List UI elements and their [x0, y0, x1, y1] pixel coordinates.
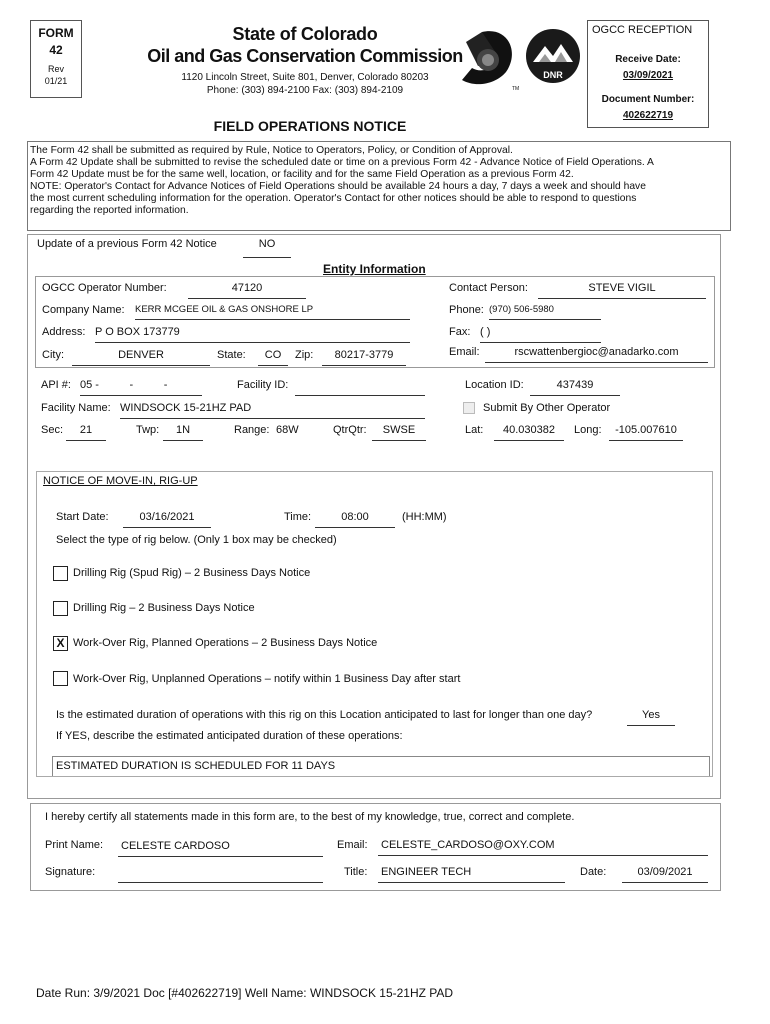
facility-id-label: Facility ID: — [237, 379, 289, 391]
duration-question: Is the estimated duration of operations with this rig on this Location anticipated to last for longer than one day? — [56, 709, 593, 721]
signature-field[interactable] — [118, 866, 323, 883]
form-rev-date: 01/21 — [44, 76, 68, 86]
trademark-mark: TM — [512, 86, 520, 92]
instructions-line: The Form 42 shall be submitted as required by Rule, Notice to Operators, Policy, or Condition of Approval. — [30, 145, 513, 156]
form-number: 42 — [49, 43, 63, 57]
rig-select-instruction: Select the type of rig below. (Only 1 box may be checked) — [56, 534, 337, 546]
duration-text: ESTIMATED DURATION IS SCHEDULED FOR 11 DAYS — [56, 760, 336, 772]
company-name-label: Company Name: — [42, 304, 125, 316]
qtrqtr-field[interactable]: SWSE — [372, 424, 426, 441]
reception-title: OGCC RECEPTION — [592, 24, 693, 36]
start-date-label: Start Date: — [56, 511, 109, 523]
rig-option-checkbox-workover-planned[interactable]: X — [53, 636, 68, 651]
city-field[interactable]: DENVER — [72, 349, 210, 366]
instructions-line: the most current scheduling information for the operation. Operator's Contact for other notices should be able to respond to questions — [30, 193, 637, 204]
contact-person-label: Contact Person: — [449, 282, 528, 294]
lat-label: Lat: — [465, 424, 484, 436]
time-label: Time: — [284, 511, 312, 523]
print-name-field[interactable]: CELESTE CARDOSO — [118, 840, 323, 857]
header-address: 1120 Lincoln Street, Suite 801, Denver, Colorado 80203 — [181, 72, 429, 83]
api-label: API #: — [41, 379, 71, 391]
range-label: Range: — [234, 424, 270, 436]
email-field[interactable]: rscwattenbergioc@anadarko.com — [485, 346, 708, 363]
duration-describe-label: If YES, describe the estimated anticipated duration of these operations: — [56, 730, 403, 742]
title-label: Title: — [344, 866, 368, 878]
sec-label: Sec: — [41, 424, 64, 436]
form-title: FIELD OPERATIONS NOTICE — [213, 118, 407, 134]
date-label: Date: — [580, 866, 607, 878]
zip-label: Zip: — [295, 349, 314, 361]
receive-date-label: Receive Date: — [615, 54, 681, 65]
document-number: 402622719 — [622, 110, 674, 121]
header-title-state: State of Colorado — [232, 24, 378, 44]
rig-option-label-workover-planned: Work-Over Rig, Planned Operations – 2 Business Days Notice — [73, 637, 378, 649]
long-label: Long: — [574, 424, 602, 436]
fax-field[interactable]: ( ) — [480, 326, 601, 343]
operator-number-field[interactable]: 47120 — [188, 282, 306, 299]
address-label: Address: — [42, 326, 86, 338]
email-label: Email: — [449, 346, 480, 358]
form-rev: Rev — [47, 64, 64, 74]
move-in-heading: NOTICE OF MOVE-IN, RIG-UP — [43, 475, 198, 487]
company-name-field[interactable]: KERR MCGEE OIL & GAS ONSHORE LP — [135, 304, 410, 320]
update-value[interactable]: NO — [243, 238, 291, 258]
document-number-label: Document Number: — [601, 94, 695, 105]
location-id-field[interactable]: 437439 — [530, 379, 620, 396]
update-label: Update of a previous Form 42 Notice — [37, 238, 217, 250]
time-field[interactable]: 08:00 — [315, 511, 395, 528]
date-field[interactable]: 03/09/2021 — [622, 866, 708, 883]
submit-other-operator-label: Submit By Other Operator — [483, 402, 611, 414]
zip-field[interactable]: 80217-3779 — [322, 349, 406, 366]
twp-label: Twp: — [136, 424, 160, 436]
rig-option-label-drilling: Drilling Rig – 2 Business Days Notice — [73, 602, 255, 614]
phone-field[interactable]: (970) 506-5980 — [489, 304, 601, 320]
api-field[interactable]: 05 - - - — [80, 379, 202, 396]
submit-other-operator-checkbox[interactable] — [463, 402, 475, 414]
twp-field[interactable]: 1N — [163, 424, 203, 441]
instructions-text — [30, 145, 728, 217]
rig-option-checkbox-workover-unplanned[interactable] — [53, 671, 68, 686]
long-field[interactable]: -105.007610 — [609, 424, 683, 441]
time-format-label: (HH:MM) — [402, 511, 447, 523]
address-field[interactable]: P O BOX 173779 — [95, 326, 410, 343]
cert-email-label: Email: — [337, 839, 368, 851]
form-label: FORM — [38, 26, 74, 40]
rig-option-label-workover-unplanned: Work-Over Rig, Unplanned Operations – notify within 1 Business Day after start — [73, 673, 461, 685]
header-phone: Phone: (303) 894-2100 Fax: (303) 894-2109 — [206, 85, 404, 96]
certification-statement: I hereby certify all statements made in this form are, to the best of my knowledge, true, correct and complete. — [45, 811, 575, 823]
start-date-field[interactable]: 03/16/2021 — [123, 511, 211, 528]
sec-field[interactable]: 21 — [66, 424, 106, 441]
rig-option-checkbox-drilling[interactable] — [53, 601, 68, 616]
facility-name-label: Facility Name: — [41, 402, 111, 414]
rig-option-checkbox-spud[interactable] — [53, 566, 68, 581]
contact-person-field[interactable]: STEVE VIGIL — [538, 282, 706, 299]
instructions-line: A Form 42 Update shall be submitted to revise the scheduled date or time on a previous Form 42 - Advance Notice of Field Operations. A — [30, 157, 654, 168]
rig-option-label-spud: Drilling Rig (Spud Rig) – 2 Business Days Notice — [73, 567, 311, 579]
dnr-logo-text: DNR — [543, 70, 563, 80]
receive-date: 03/09/2021 — [622, 70, 674, 81]
signature-label: Signature: — [45, 866, 96, 878]
lat-field[interactable]: 40.030382 — [494, 424, 564, 441]
qtrqtr-label: QtrQtr: — [333, 424, 367, 436]
title-field[interactable]: ENGINEER TECH — [378, 866, 565, 883]
instructions-line: Form 42 Update must be for the same well, location, or facility and for the same Field Operation as a previous Form 42. — [30, 169, 574, 180]
state-label: State: — [217, 349, 246, 361]
duration-answer-field[interactable]: Yes — [627, 709, 675, 726]
entity-heading: Entity Information — [323, 262, 426, 276]
colorado-logo-icon — [458, 28, 518, 92]
facility-name-field[interactable]: WINDSOCK 15-21HZ PAD — [120, 402, 425, 419]
location-id-label: Location ID: — [465, 379, 524, 391]
print-name-label: Print Name: — [45, 839, 104, 851]
cert-email-field[interactable]: CELESTE_CARDOSO@OXY.COM — [378, 839, 708, 856]
instructions-line: regarding the reported information. — [30, 205, 189, 216]
phone-label: Phone: — [449, 304, 484, 316]
header-title-commission: Oil and Gas Conservation Commission — [147, 46, 463, 66]
fax-label: Fax: — [449, 326, 471, 338]
city-label: City: — [42, 349, 64, 361]
range-field[interactable]: 68W — [276, 424, 299, 436]
operator-number-label: OGCC Operator Number: — [42, 282, 167, 294]
facility-id-field[interactable] — [295, 379, 425, 396]
footer-run-info: Date Run: 3/9/2021 Doc [#402622719] Well Name: WINDSOCK 15-21HZ PAD — [36, 986, 454, 1000]
instructions-line: NOTE: Operator's Contact for Advance Notices of Field Operations should be available 24 hours a day, 7 days a week and should have — [30, 181, 646, 192]
state-field[interactable]: CO — [258, 349, 288, 366]
